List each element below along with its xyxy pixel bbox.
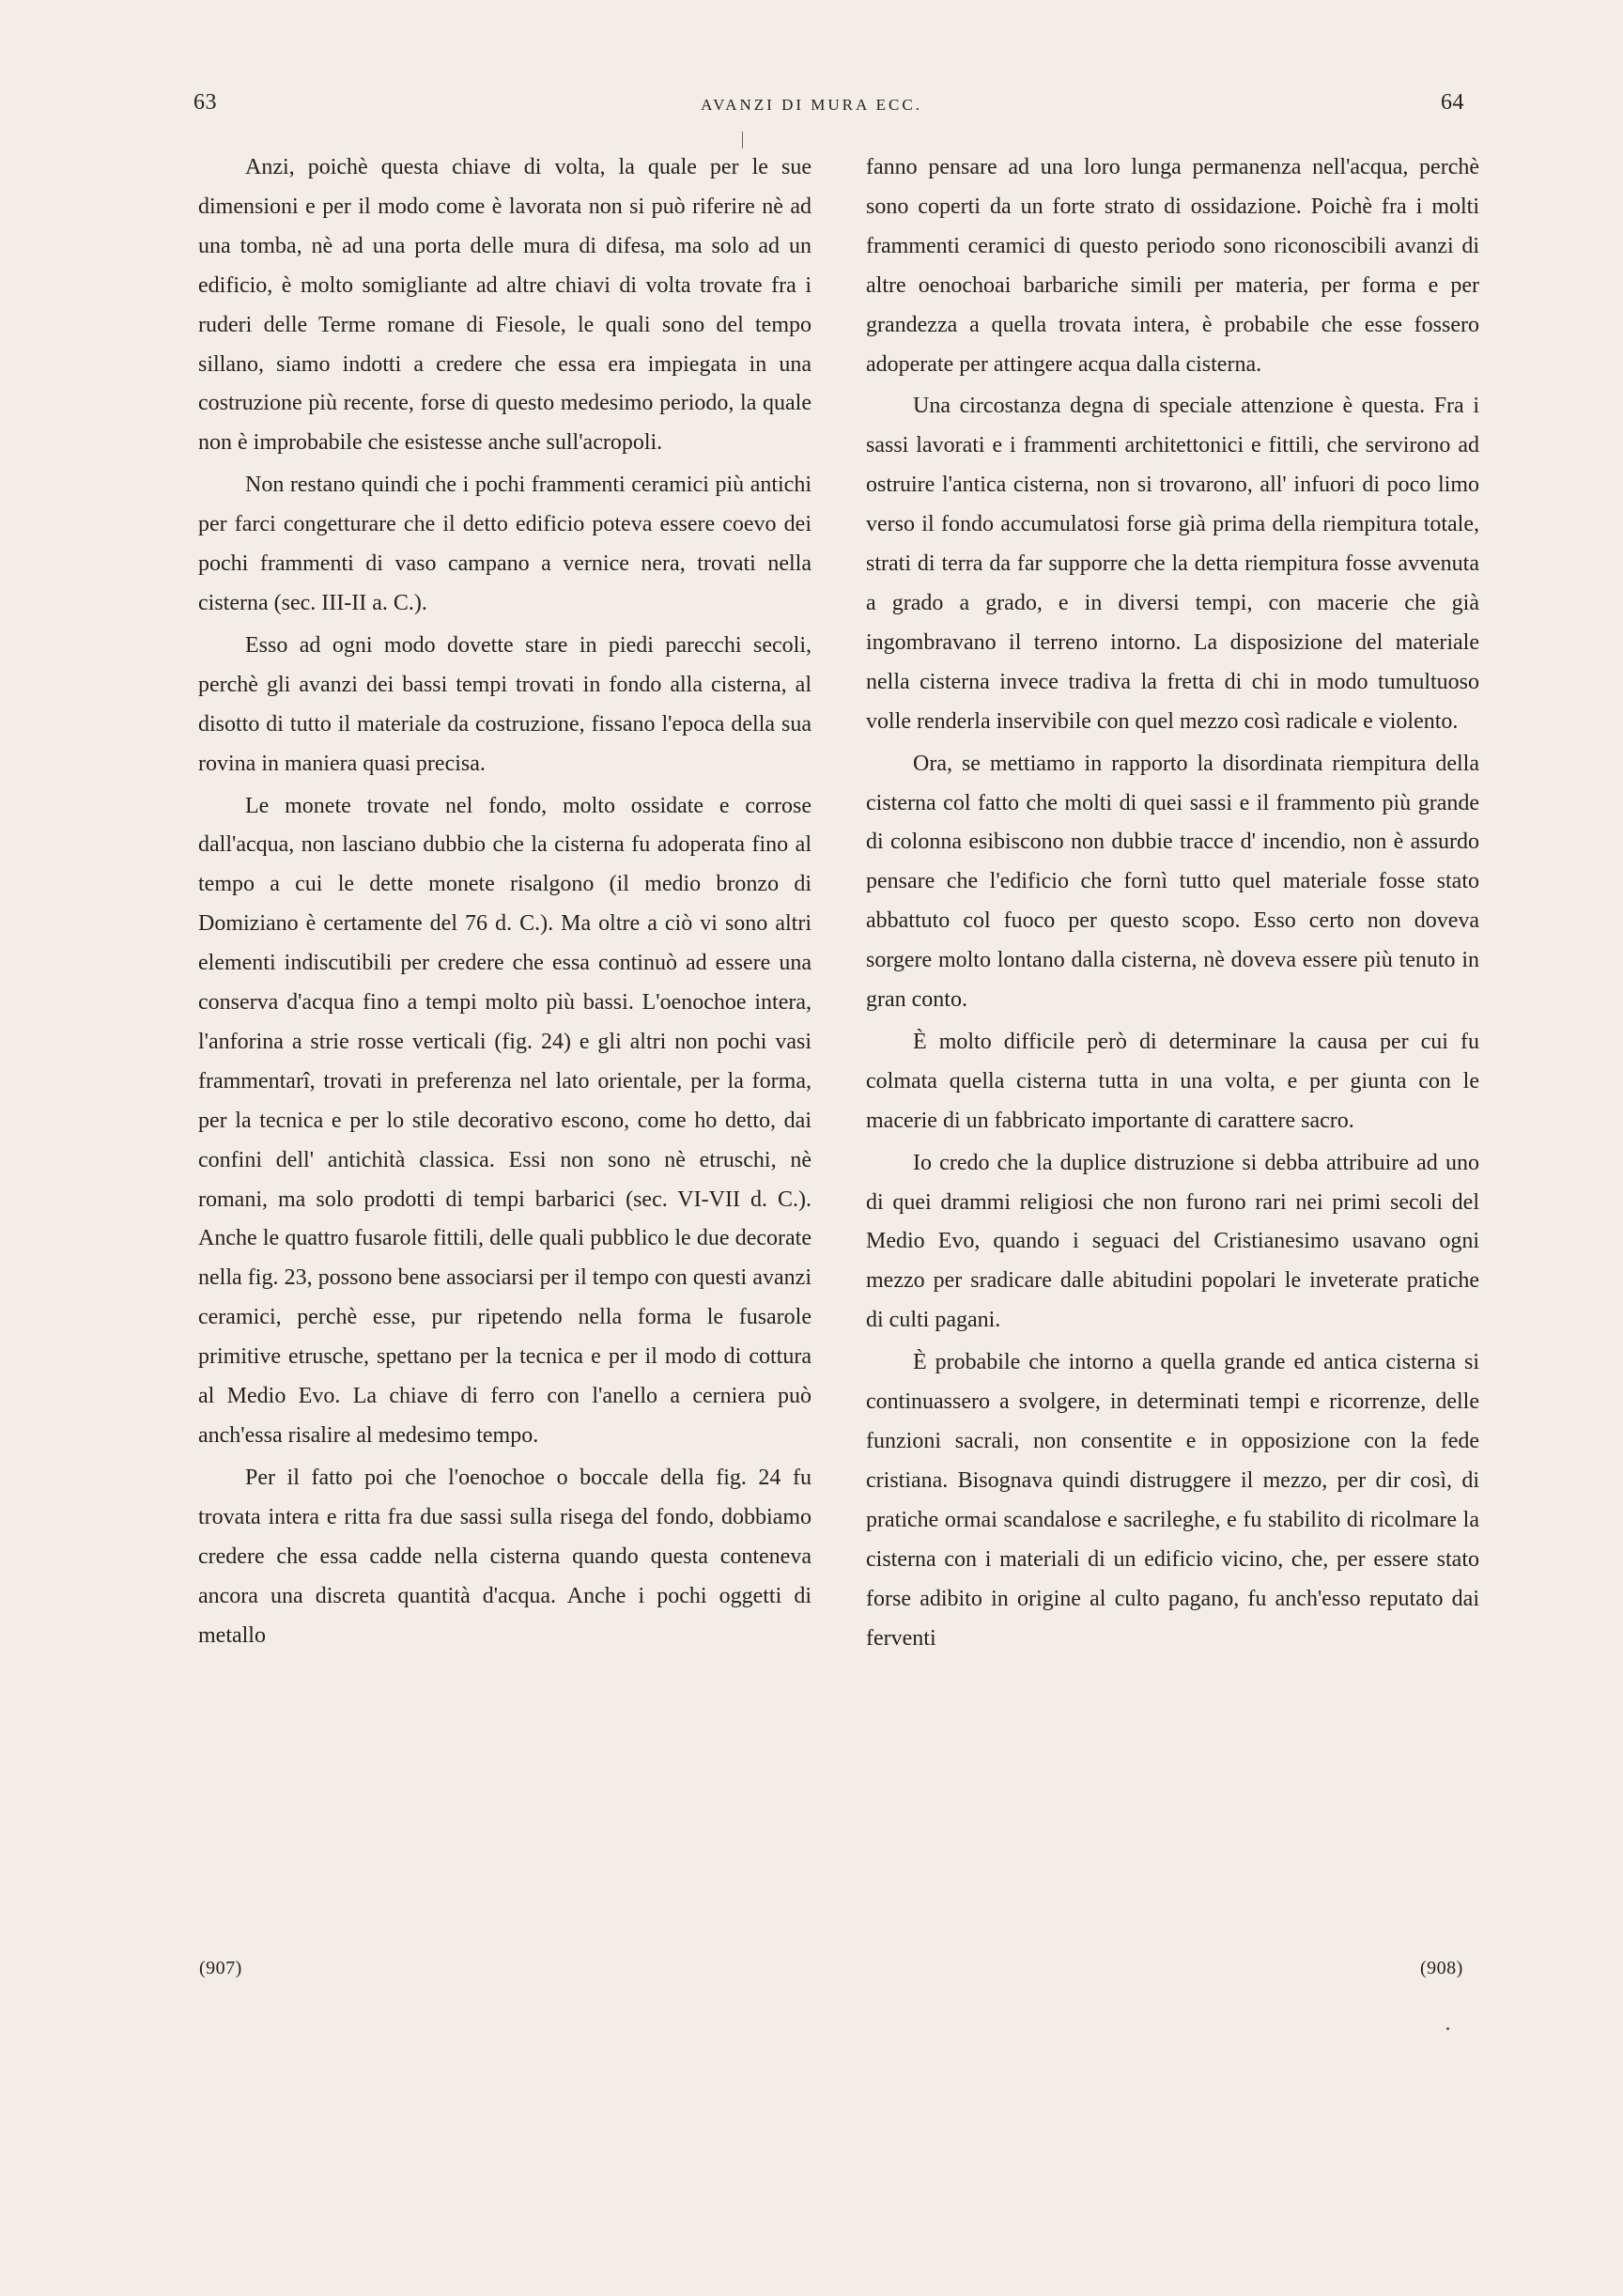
paragraph: Ora, se mettiamo in rapporto la disordinata riempitura della cisterna col fatto che molti di quei sassi e il frammento più grande di colonna esibiscono non dubbie tracce d' incendio, non è assurdo pensare che l'edificio che fornì tutto quel materiale fosse stato abbattuto col fuoco per questo scopo. Esso certo non doveva sorgere molto lontano dalla cisterna, nè doveva essere più tenuto in gran conto.	[866, 751, 1479, 1013]
paragraph: È probabile che intorno a quella grande ed antica cisterna si continuassero a svolgere, in determinati tempi e ricorrenze, delle funzioni sacrali, non consentite e in opposizione con la fede cristiana. Bisognava quindi distruggere il mezzo, per dir così, di pratiche ormai scandalose e sacrileghe, e fu stabilito di ricolmare la cisterna con i materiali di un edificio vicino, che, per essere stato forse adibito in origine al culto pagano, fu anch'esso reputato dai ferventi	[866, 1350, 1479, 1651]
left-text-column	[198, 148, 812, 1655]
right-text-column	[866, 148, 1479, 1658]
paragraph-continued: fanno pensare ad una loro lunga permanenza nell'acqua, perchè sono coperti da un forte strato di ossidazione. Poichè fra i molti frammenti ceramici di questo periodo sono riconoscibili avanzi di altre oenochoai barbariche simili per materia, per forma e per grandezza a quella trovata intera, è probabile che esse fossero adoperate per attingere acqua dalla cisterna.	[866, 155, 1479, 377]
paragraph: Non restano quindi che i pochi frammenti ceramici più antichi per farci congetturare che il detto edificio poteva essere coevo dei pochi frammenti di vaso campano a vernice nera, trovati nella cisterna (sec. III-II a. C.).	[198, 473, 812, 615]
paragraph: È molto difficile però di determinare la causa per cui fu colmata quella cisterna tutta in una volta, e per giunta con le macerie di un fabbricato importante di carattere sacro.	[866, 1029, 1479, 1133]
running-header-title: AVANZI DI MURA ECC.	[701, 96, 922, 114]
paragraph: Anzi, poichè questa chiave di volta, la quale per le sue dimensioni e per il modo come è lavorata non si può riferire nè ad una tomba, nè ad una porta delle mura di difesa, ma solo ad un edificio, è molto somigliante ad altre chiavi di volta trovate fra i ruderi delle Terme romane di Fiesole, le quali sono del tempo sillano, siamo indotti a credere che essa era impiegata in una costruzione più recente, forse di questo medesimo periodo, la quale non è improbabile che esistesse anche sull'acropoli.	[198, 155, 812, 456]
scan-mark	[742, 132, 743, 148]
page-number-left: 63	[193, 90, 217, 115]
paragraph: Le monete trovate nel fondo, molto ossidate e corrose dall'acqua, non lasciano dubbio che la cisterna fu adoperata fino al tempo a cui le dette monete risalgono (il medio bronzo di Domiziano è certamente del 76 d. C.). Ma oltre a ciò vi sono altri elementi indiscutibili per credere che essa continuò ad essere una conserva d'acqua fino a tempi molto più bassi. L'oenochoe intera, l'anforina a strie rosse verticali (fig. 24) e gli altri non pochi vasi frammentarî, trovati in preferenza nel lato orientale, per la forma, per la tecnica e per lo stile decorativo escono, come ho detto, dai confini dell' antichità classica. Essi non sono nè etruschi, nè romani, ma solo prodotti di tempi barbarici (sec. VI-VII d. C.). Anche le quattro fusarole fittili, delle quali pubblico le due decorate nella fig. 23, possono bene associarsi per il tempo con questi avanzi ceramici, perchè esse, pur ripetendo nella forma le fusarole primitive etrusche, spettano per la tecnica e per il modo di cottura al Medio Evo. La chiave di ferro con l'anello a cerniera può anch'essa risalire al medesimo tempo.	[198, 793, 812, 1448]
scan-speck	[1446, 2027, 1449, 2030]
page-number-right: 64	[1441, 90, 1464, 115]
paragraph: Esso ad ogni modo dovette stare in piedi parecchi secoli, perchè gli avanzi dei bassi tempi trovati in fondo alla cisterna, al disotto di tutto il materiale da costruzione, fissano l'epoca della sua rovina in maniera quasi precisa.	[198, 632, 812, 776]
footer-number-left: (907)	[199, 1958, 242, 1978]
paragraph: Io credo che la duplice distruzione si debba attribuire ad uno di quei drammi religiosi che non furono rari nei primi secoli del Medio Evo, quando i seguaci del Cristianesimo usavano ogni mezzo per sradicare dalle abitudini popolari le inveterate pratiche di culti pagani.	[866, 1150, 1479, 1333]
paragraph: Una circostanza degna di speciale attenzione è questa. Fra i sassi lavorati e i frammenti architettonici e fittili, che servirono ad ostruire l'antica cisterna, non si trovarono, all' infuori di poco limo verso il fondo accumulatosi forse già prima della riempitura totale, strati di terra da far supporre che la detta riempitura fosse avvenuta a grado a grado, e in diversi tempi, con macerie che già ingombravano il terreno intorno. La disposizione del materiale nella cisterna invece tradiva la fretta di chi in modo tumultuoso volle renderla inservibile con quel mezzo così radicale e violento.	[866, 394, 1479, 734]
footer-number-right: (908)	[1420, 1958, 1463, 1978]
paragraph: Per il fatto poi che l'oenochoe o boccale della fig. 24 fu trovata intera e ritta fra due sassi sulla risega del fondo, dobbiamo credere che essa cadde nella cisterna quando questa conteneva ancora una discreta quantità d'acqua. Anche i pochi oggetti di metallo	[198, 1465, 812, 1648]
